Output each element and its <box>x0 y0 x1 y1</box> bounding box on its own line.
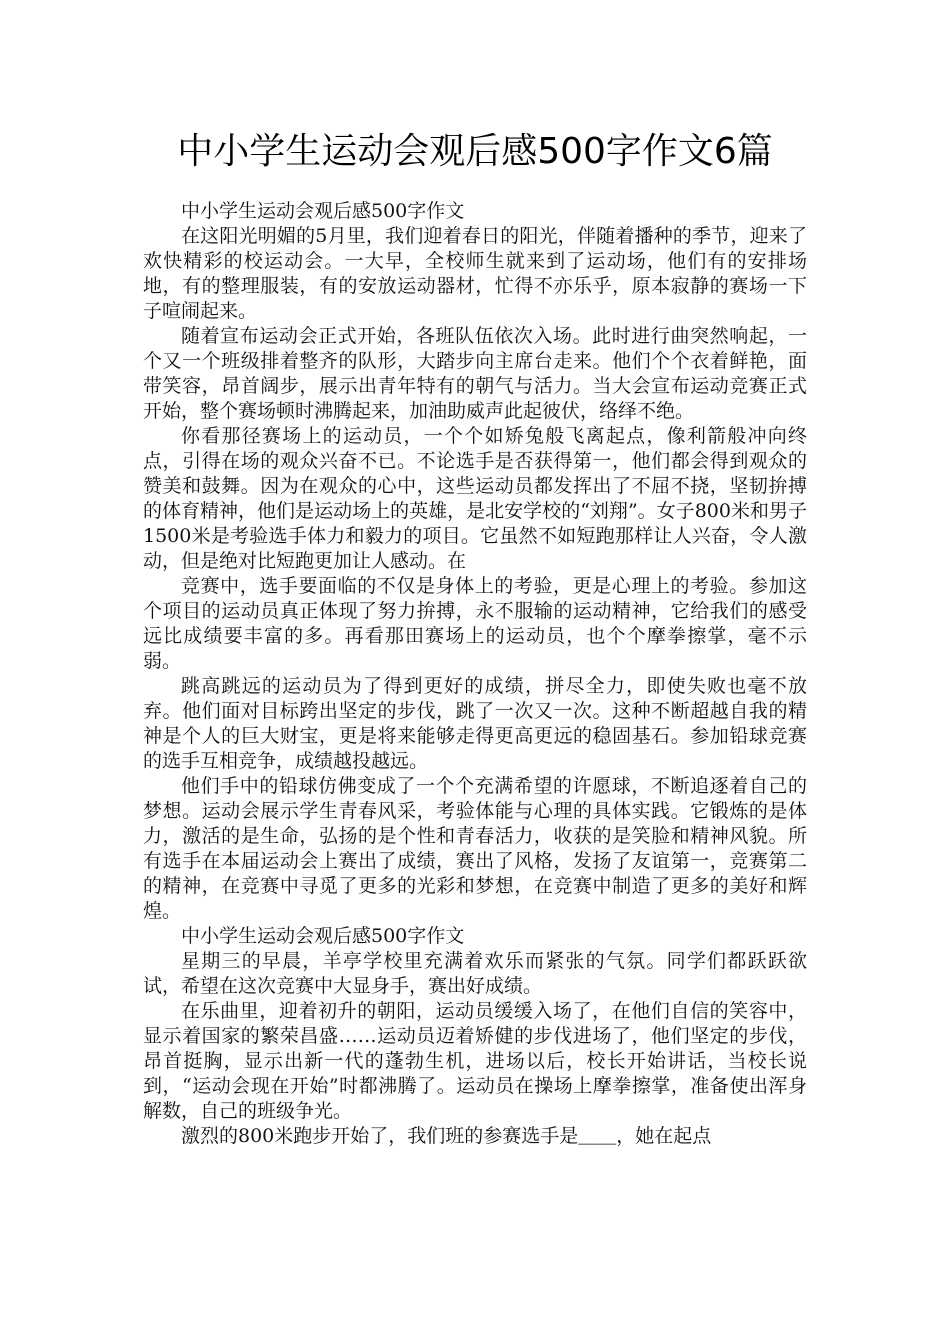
paragraph: 在乐曲里，迎着初升的朝阳，运动员缓缓入场了，在他们自信的笑容中，显示着国家的繁荣昌盛……运动员迈着矫健的步伐进场了，他们坚定的步伐，昂首挺胸，显示出新一代的蓬勃生机，进场以后，校长开始讲话，当校长说到，“运动会现在开始”时都沸腾了。运动员在操场上摩拳擦掌，准备使出浑身解数，自己的班级争光。 <box>143 1000 807 1122</box>
paragraph: 他们手中的铅球仿佛变成了一个个充满希望的许愿球，不断追逐着自己的梦想。运动会展示学生青春风采，考验体能与心理的具体实践。它锻炼的是体力，激活的是生命，弘扬的是个性和青春活力，收获的是笑脸和精神风貌。所有选手在本届运动会上赛出了成绩，赛出了风格，发扬了友谊第一，竞赛第二的精神，在竞赛中寻觅了更多的光彩和梦想，在竞赛中制造了更多的美好和辉煌。 <box>143 775 807 922</box>
paragraph-subtitle-2: 中小学生运动会观后感500字作文 <box>181 925 465 947</box>
paragraph-subtitle-1: 中小学生运动会观后感500字作文 <box>181 200 465 222</box>
paragraph: 你看那径赛场上的运动员，一个个如矫兔般飞离起点，像利箭般冲向终点，引得在场的观众兴奋不已。不论选手是否获得第一，他们都会得到观众的赞美和鼓舞。因为在观众的心中，这些运动员都发挥出了不屈不挠，坚韧拚搏的体育精神，他们是运动场上的英雄，是北安学校的“刘翔”。女子800米和男子1500米是考验选手体力和毅力的项目。它虽然不如短跑那样让人兴奋，令人激动，但是绝对比短跑更加让人感动。在 <box>143 425 807 572</box>
paragraph: 竞赛中，选手要面临的不仅是身体上的考验，更是心理上的考验。参加这个项目的运动员真正体现了努力拚搏，永不服输的运动精神，它给我们的感受远比成绩要丰富的多。再看那田赛场上的运动员，也个个摩拳擦掌，毫不示弱。 <box>143 575 807 672</box>
document-title: 中小学生运动会观后感500字作文6篇 <box>177 131 773 172</box>
paragraph: 在这阳光明媚的5月里，我们迎着春日的阳光，伴随着播种的季节，迎来了欢快精彩的校运动会。一大早，全校师生就来到了运动场，他们有的安排场地，有的整理服装，有的安放运动器材，忙得不亦乐乎，原本寂静的赛场一下子喧闹起来。 <box>143 225 807 322</box>
paragraph: 跳高跳远的运动员为了得到更好的成绩，拼尽全力，即使失败也毫不放弃。他们面对目标跨出坚定的步伐，跳了一次又一次。这种不断超越自我的精神是个人的巨大财宝，更是将来能够走得更高更远的稳固基石。参加铅球竞赛的选手互相竞争，成绩越投越远。 <box>143 675 807 772</box>
paragraph: 随着宣布运动会正式开始，各班队伍依次入场。此时进行曲突然响起，一个又一个班级排着整齐的队形，大踏步向主席台走来。他们个个衣着鲜艳，面带笑容，昂首阔步，展示出青年特有的朝气与活力。当大会宣布运动竞赛正式开始，整个赛场顿时沸腾起来，加油助威声此起彼伏，络绎不绝。 <box>143 325 807 422</box>
paragraph: 星期三的早晨，羊亭学校里充满着欢乐而紧张的气氛。同学们都跃跃欲试，希望在这次竞赛中大显身手，赛出好成绩。 <box>143 950 807 997</box>
document-body <box>143 199 807 1149</box>
paragraph: 激烈的800米跑步开始了，我们班的参赛选手是＿＿，她在起点 <box>181 1125 712 1147</box>
